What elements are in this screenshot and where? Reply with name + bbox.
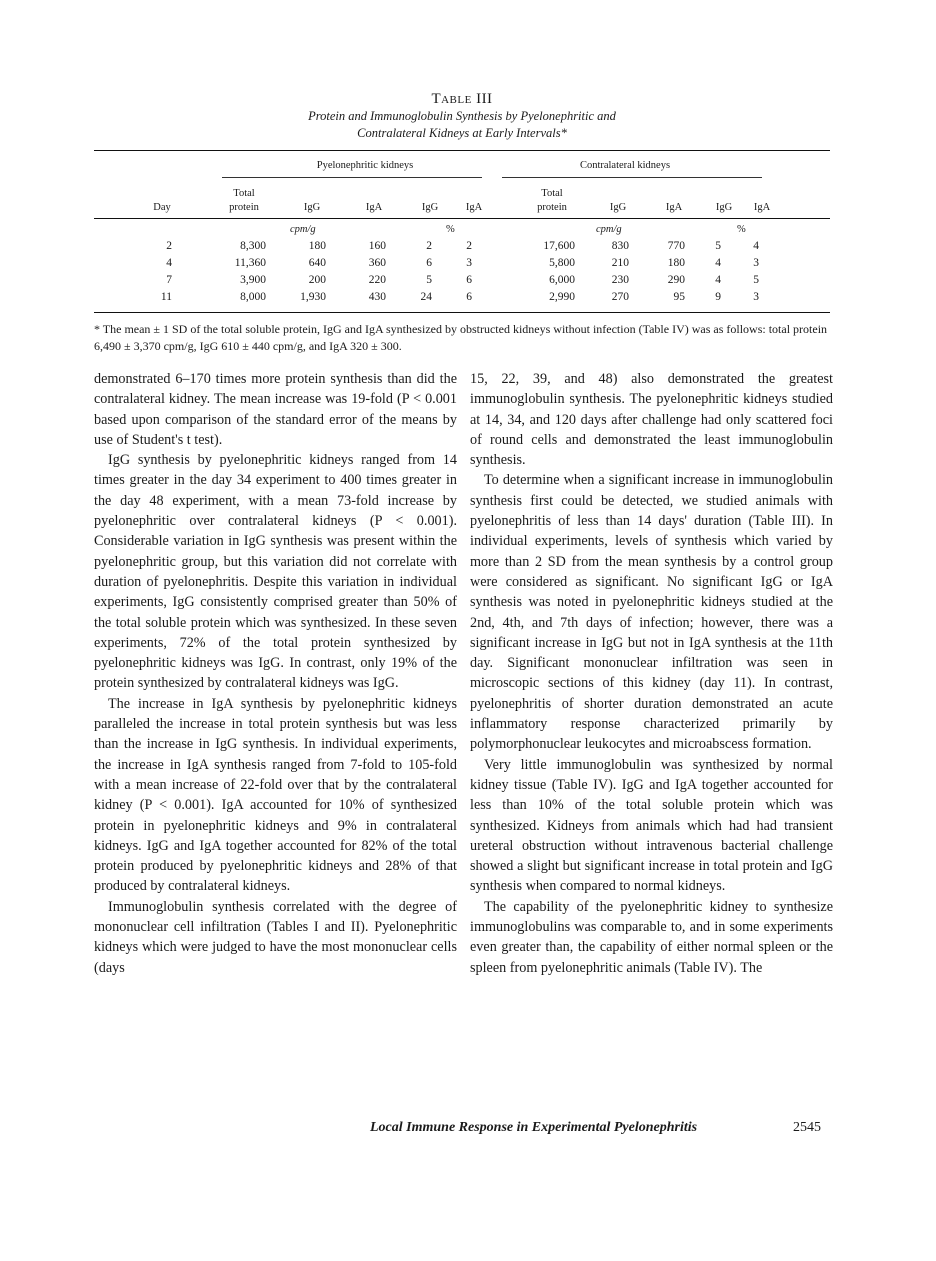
table-caption-line1: Protein and Immunoglobulin Synthesis by Pyelonephritic and xyxy=(308,109,616,123)
cell-p-iga-pct: 6 xyxy=(466,291,472,303)
cell-c-iga-pct: 3 xyxy=(753,291,759,303)
cell-p-igg: 1,930 xyxy=(300,291,326,303)
cell-p-igg-pct: 24 xyxy=(420,291,432,303)
cell-c-igg: 270 xyxy=(611,291,629,303)
cell-p-total: 8,300 xyxy=(240,240,266,252)
table-header-rule xyxy=(94,218,830,219)
body-column-right xyxy=(470,369,833,978)
table-top-rule xyxy=(94,150,830,151)
group-header-contralateral: Contralateral kidneys xyxy=(579,160,671,171)
col-header-c-iga: IgA xyxy=(665,202,683,213)
paragraph: IgG synthesis by pyelonephritic kidneys ranged from 14 times greater in the day 34 experiment to 400 times greater in the day 48 experiment, with a mean 73-fold increase by pyelonephritic over contralateral kidneys (P < 0.001). Considerable variation in IgG synthesis was present within the pyelonephritic group, but this variation did not correlate with duration of pyelonephritis. Despite this variation in individual experiments, IgG consistently comprised greater than 50% of the total soluble protein which was synthesized. In these seven experiments, 72% of the total protein synthesized by pyelonephritic kidneys was IgG. In contrast, only 19% of the protein synthesized by contralateral kidneys was IgG. xyxy=(94,452,457,692)
col-header-p-igg: IgG xyxy=(303,202,321,213)
cell-p-igg: 640 xyxy=(308,257,326,269)
table-iii xyxy=(94,90,830,303)
table-label: Table III xyxy=(431,91,493,107)
running-title: Local Immune Response in Experimental Pyelonephritis xyxy=(370,1120,698,1135)
cell-day: 2 xyxy=(166,240,172,252)
cell-p-total: 8,000 xyxy=(240,291,266,303)
group-rule-contralateral xyxy=(502,177,762,178)
cell-p-igg-pct: 5 xyxy=(426,274,432,286)
page-number: 2545 xyxy=(793,1120,821,1135)
cell-c-igg-pct: 4 xyxy=(715,274,721,286)
table-caption-line2: Contralateral Kidneys at Early Intervals* xyxy=(357,126,567,140)
col-header-c-total-line1: Total xyxy=(541,188,563,199)
paragraph: The capability of the pyelonephritic kidney to synthesize immunoglobulins was comparable to, and in some experiments even greater than, the capability of either normal spleen or the spleen from pyelonephritic animals (Table IV). The xyxy=(470,898,833,976)
cell-c-igg: 210 xyxy=(611,257,629,269)
table-bottom-rule xyxy=(94,312,830,313)
cell-p-igg-pct: 2 xyxy=(426,240,432,252)
paragraph: Immunoglobulin synthesis correlated with the degree of mononuclear cell infiltration (Tables I and II). Pyelonephritic kidneys which were judged to have the most mononuclear cells (days xyxy=(94,898,457,976)
cell-c-total: 6,000 xyxy=(549,274,575,286)
cell-day: 4 xyxy=(166,257,172,269)
group-header-pyelonephritic: Pyelonephritic kidneys xyxy=(316,160,414,171)
cell-c-igg-pct: 5 xyxy=(715,240,721,252)
col-header-p-total-line1: Total xyxy=(233,188,255,199)
cell-p-total: 11,360 xyxy=(234,257,266,269)
cell-p-iga-pct: 3 xyxy=(466,257,472,269)
cell-c-iga: 770 xyxy=(667,240,685,252)
table-footnote: * The mean ± 1 SD of the total soluble protein, IgG and IgA synthesized by obstructed kidneys without infection (Table IV) was as follows: total protein 6,490 ± 3,370 cpm/g, IgG 610 ± 440 cpm/g, and IgA 320 ± 300. xyxy=(94,322,828,353)
cell-c-igg: 830 xyxy=(611,240,629,252)
cell-day: 7 xyxy=(166,274,172,286)
cell-c-iga: 95 xyxy=(673,291,685,303)
cell-c-iga-pct: 3 xyxy=(753,257,759,269)
cell-c-iga: 290 xyxy=(667,274,685,286)
cell-c-iga-pct: 4 xyxy=(753,240,759,252)
cell-c-iga: 180 xyxy=(667,257,685,269)
col-header-c-total-line2: protein xyxy=(537,202,567,213)
cell-p-iga: 220 xyxy=(368,274,386,286)
unit-pct-pyelonephritic: % xyxy=(446,224,455,235)
cell-c-igg: 230 xyxy=(611,274,629,286)
cell-p-iga-pct: 2 xyxy=(466,240,472,252)
col-header-p-total-line2: protein xyxy=(229,202,259,213)
cell-c-total: 5,800 xyxy=(549,257,575,269)
col-header-c-iga-pct: IgA xyxy=(753,202,771,213)
body-column-left xyxy=(94,369,457,978)
cell-p-igg: 180 xyxy=(308,240,326,252)
cell-p-iga: 430 xyxy=(368,291,386,303)
col-header-p-igg-pct: IgG xyxy=(421,202,439,213)
paragraph: 15, 22, 39, and 48) also demonstrated the greatest immunoglobulin synthesis. The pyelonephritic kidneys studied at 14, 34, and 120 days after challenge had only scattered foci of round cells and demonstrated the least immunoglobulin synthesis. xyxy=(470,371,833,469)
cell-c-igg-pct: 4 xyxy=(715,257,721,269)
col-header-p-iga: IgA xyxy=(365,202,383,213)
cell-p-iga-pct: 6 xyxy=(466,274,472,286)
paragraph: Very little immunoglobulin was synthesized by normal kidney tissue (Table IV). IgG and IgA together accounted for less than 10% of the total soluble protein which was synthesized. Kidneys from animals which had had transient ureteral obstruction without intravenous bacterial challenge showed a slight but significant increase in total protein and IgG synthesis when compared to normal kidneys. xyxy=(470,756,833,895)
col-header-day: Day xyxy=(153,202,171,213)
col-header-p-iga-pct: IgA xyxy=(465,202,483,213)
cell-p-iga: 360 xyxy=(368,257,386,269)
cell-c-total: 17,600 xyxy=(543,240,575,252)
cell-c-iga-pct: 5 xyxy=(753,274,759,286)
col-header-c-igg-pct: IgG xyxy=(715,202,733,213)
unit-cpm-contralateral: cpm/g xyxy=(596,224,622,235)
cell-c-total: 2,990 xyxy=(549,291,575,303)
paragraph: demonstrated 6–170 times more protein synthesis than did the contralateral kidney. The mean increase was 19-fold (P < 0.001 based upon comparison of the standard error of the means by use of Student's t test). xyxy=(94,371,457,448)
cell-p-igg-pct: 6 xyxy=(426,257,432,269)
paragraph: To determine when a significant increase in immunoglobulin synthesis first could be detected, we studied animals with pyelonephritis of less than 14 days' duration (Table III). In individual experiments, levels of synthesis which varied by more than 2 SD from the mean synthesis by a control group were considered as significant. No significant IgG or IgA synthesis was noted in pyelonephritic kidneys studied at the 2nd, 4th, and 7th days of infection; however, there was a significant increase in IgG but not in IgA synthesis at the 11th day. Significant mononuclear infiltration was seen in microscopic sections of this kidney (day 11). In contrast, pyelonephritis of shorter duration demonstrated an acute inflammatory response characterized primarily by polymorphonuclear leukocytes and microabscess formation. xyxy=(470,472,833,753)
cell-c-igg-pct: 9 xyxy=(715,291,721,303)
cell-p-total: 3,900 xyxy=(240,274,266,286)
cell-p-iga: 160 xyxy=(368,240,386,252)
unit-cpm-pyelonephritic: cpm/g xyxy=(290,224,316,235)
col-header-c-igg: IgG xyxy=(609,202,627,213)
cell-p-igg: 200 xyxy=(308,274,326,286)
cell-day: 11 xyxy=(160,291,172,303)
paragraph: The increase in IgA synthesis by pyelonephritic kidneys paralleled the increase in total protein synthesis but was less than the increase in IgG synthesis. In individual experiments, the increase in IgA synthesis ranged from 7-fold to 105-fold with a mean increase of 22-fold over that by the contralateral kidney (P < 0.001). IgA accounted for 10% of synthesized protein in pyelonephritic kidneys and 9% in contralateral kidneys. IgG and IgA together accounted for 82% of the total protein produced by pyelonephritic kidneys and 28% of that produced by contralateral kidneys. xyxy=(94,695,457,895)
group-rule-pyelonephritic xyxy=(222,177,482,178)
unit-pct-contralateral: % xyxy=(737,224,746,235)
